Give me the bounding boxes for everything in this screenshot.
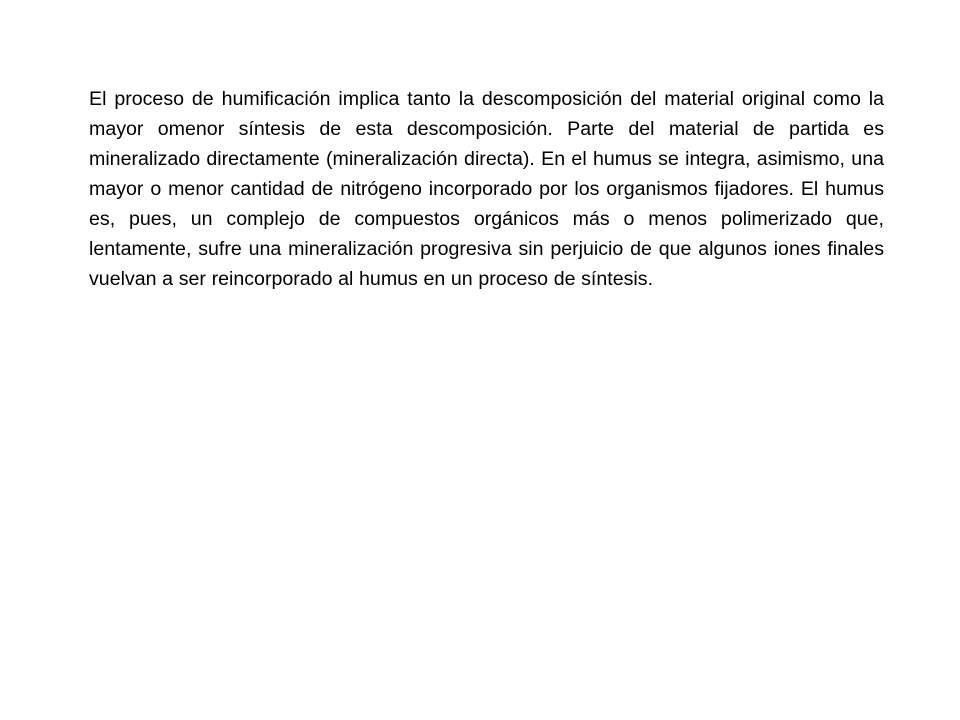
body-paragraph: El proceso de humificación implica tanto la descomposición del material original como la mayor omenor síntesis de esta descomposición. Parte del material de partida es mineralizado directamente (mineralización directa). En el humus se integra, asimismo, una mayor o menor cantidad de nitrógeno incorporado por los organismos fijadores. El humus es, pues, un complejo de compuestos orgánicos más o menos polimerizado que, lentamente, sufre una mineralización progresiva sin perjuicio de que algunos iones finales vuelvan a ser reincorporado al humus en un proceso de síntesis. xyxy=(89,88,884,290)
